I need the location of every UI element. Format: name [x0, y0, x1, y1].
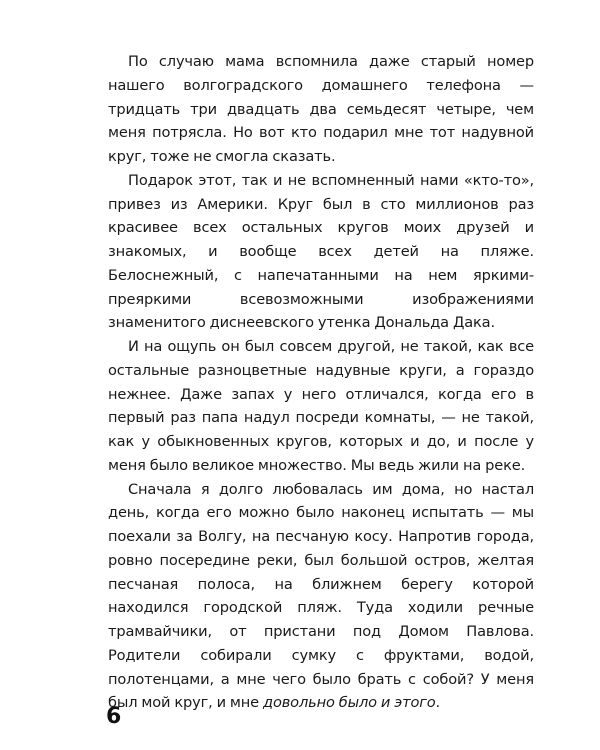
page-number: 6 — [106, 704, 122, 729]
paragraph-3: И на ощупь он был совсем другой, не такой, как все остальные разноцветные надувные круги, а гораздо нежнее. Даже запах у него отличался, когда его в первый раз папа надул посреди комнаты, — не такой, как у обыкновенных кругов, которых и до, и после у меня было великое множество. Мы ведь жили на реке. — [108, 338, 534, 474]
paragraph-4 — [108, 478, 534, 716]
paragraph-2: Подарок этот, так и не вспомненный нами «кто-то», привез из Америки. Круг был в сто миллионов раз красивее всех остальных кругов моих друзей и знакомых, и вообще всех детей на пляже. Белоснежный, с напечатанными на нем яркими-преяркими всевозможными изображениями знаменитого диснеевского утенка Дональда Дака. — [108, 171, 534, 332]
text-block — [108, 50, 534, 715]
paragraph-1: По случаю мама вспомнила даже старый номер нашего волгоградского домашнего телефона — тридцать три двадцать два семьдесят четыре, чем меня потрясла. Но вот кто подарил мне тот надувной круг, тоже не смогла сказать. — [108, 53, 534, 165]
paragraph-4-emphasis: довольно было и этого — [263, 694, 436, 712]
paragraph-4-text: Сначала я долго любовалась им дома, но настал день, когда его можно было наконец испытать — мы поехали за Волгу, на песчаную косу. Напротив города, ровно посередине реки, был большой остров, желтая песчаная полоса, на ближнем берегу которой находился городской пляж. Туда ходили речные трамвайчики, от пристани под Домом Павлова. Родители собирали сумку с фруктами, водой, полотенцами, а мне чего было брать с собой? У меня был мой круг, и мне — [108, 480, 534, 712]
paragraph-4-tail: . — [435, 694, 441, 712]
